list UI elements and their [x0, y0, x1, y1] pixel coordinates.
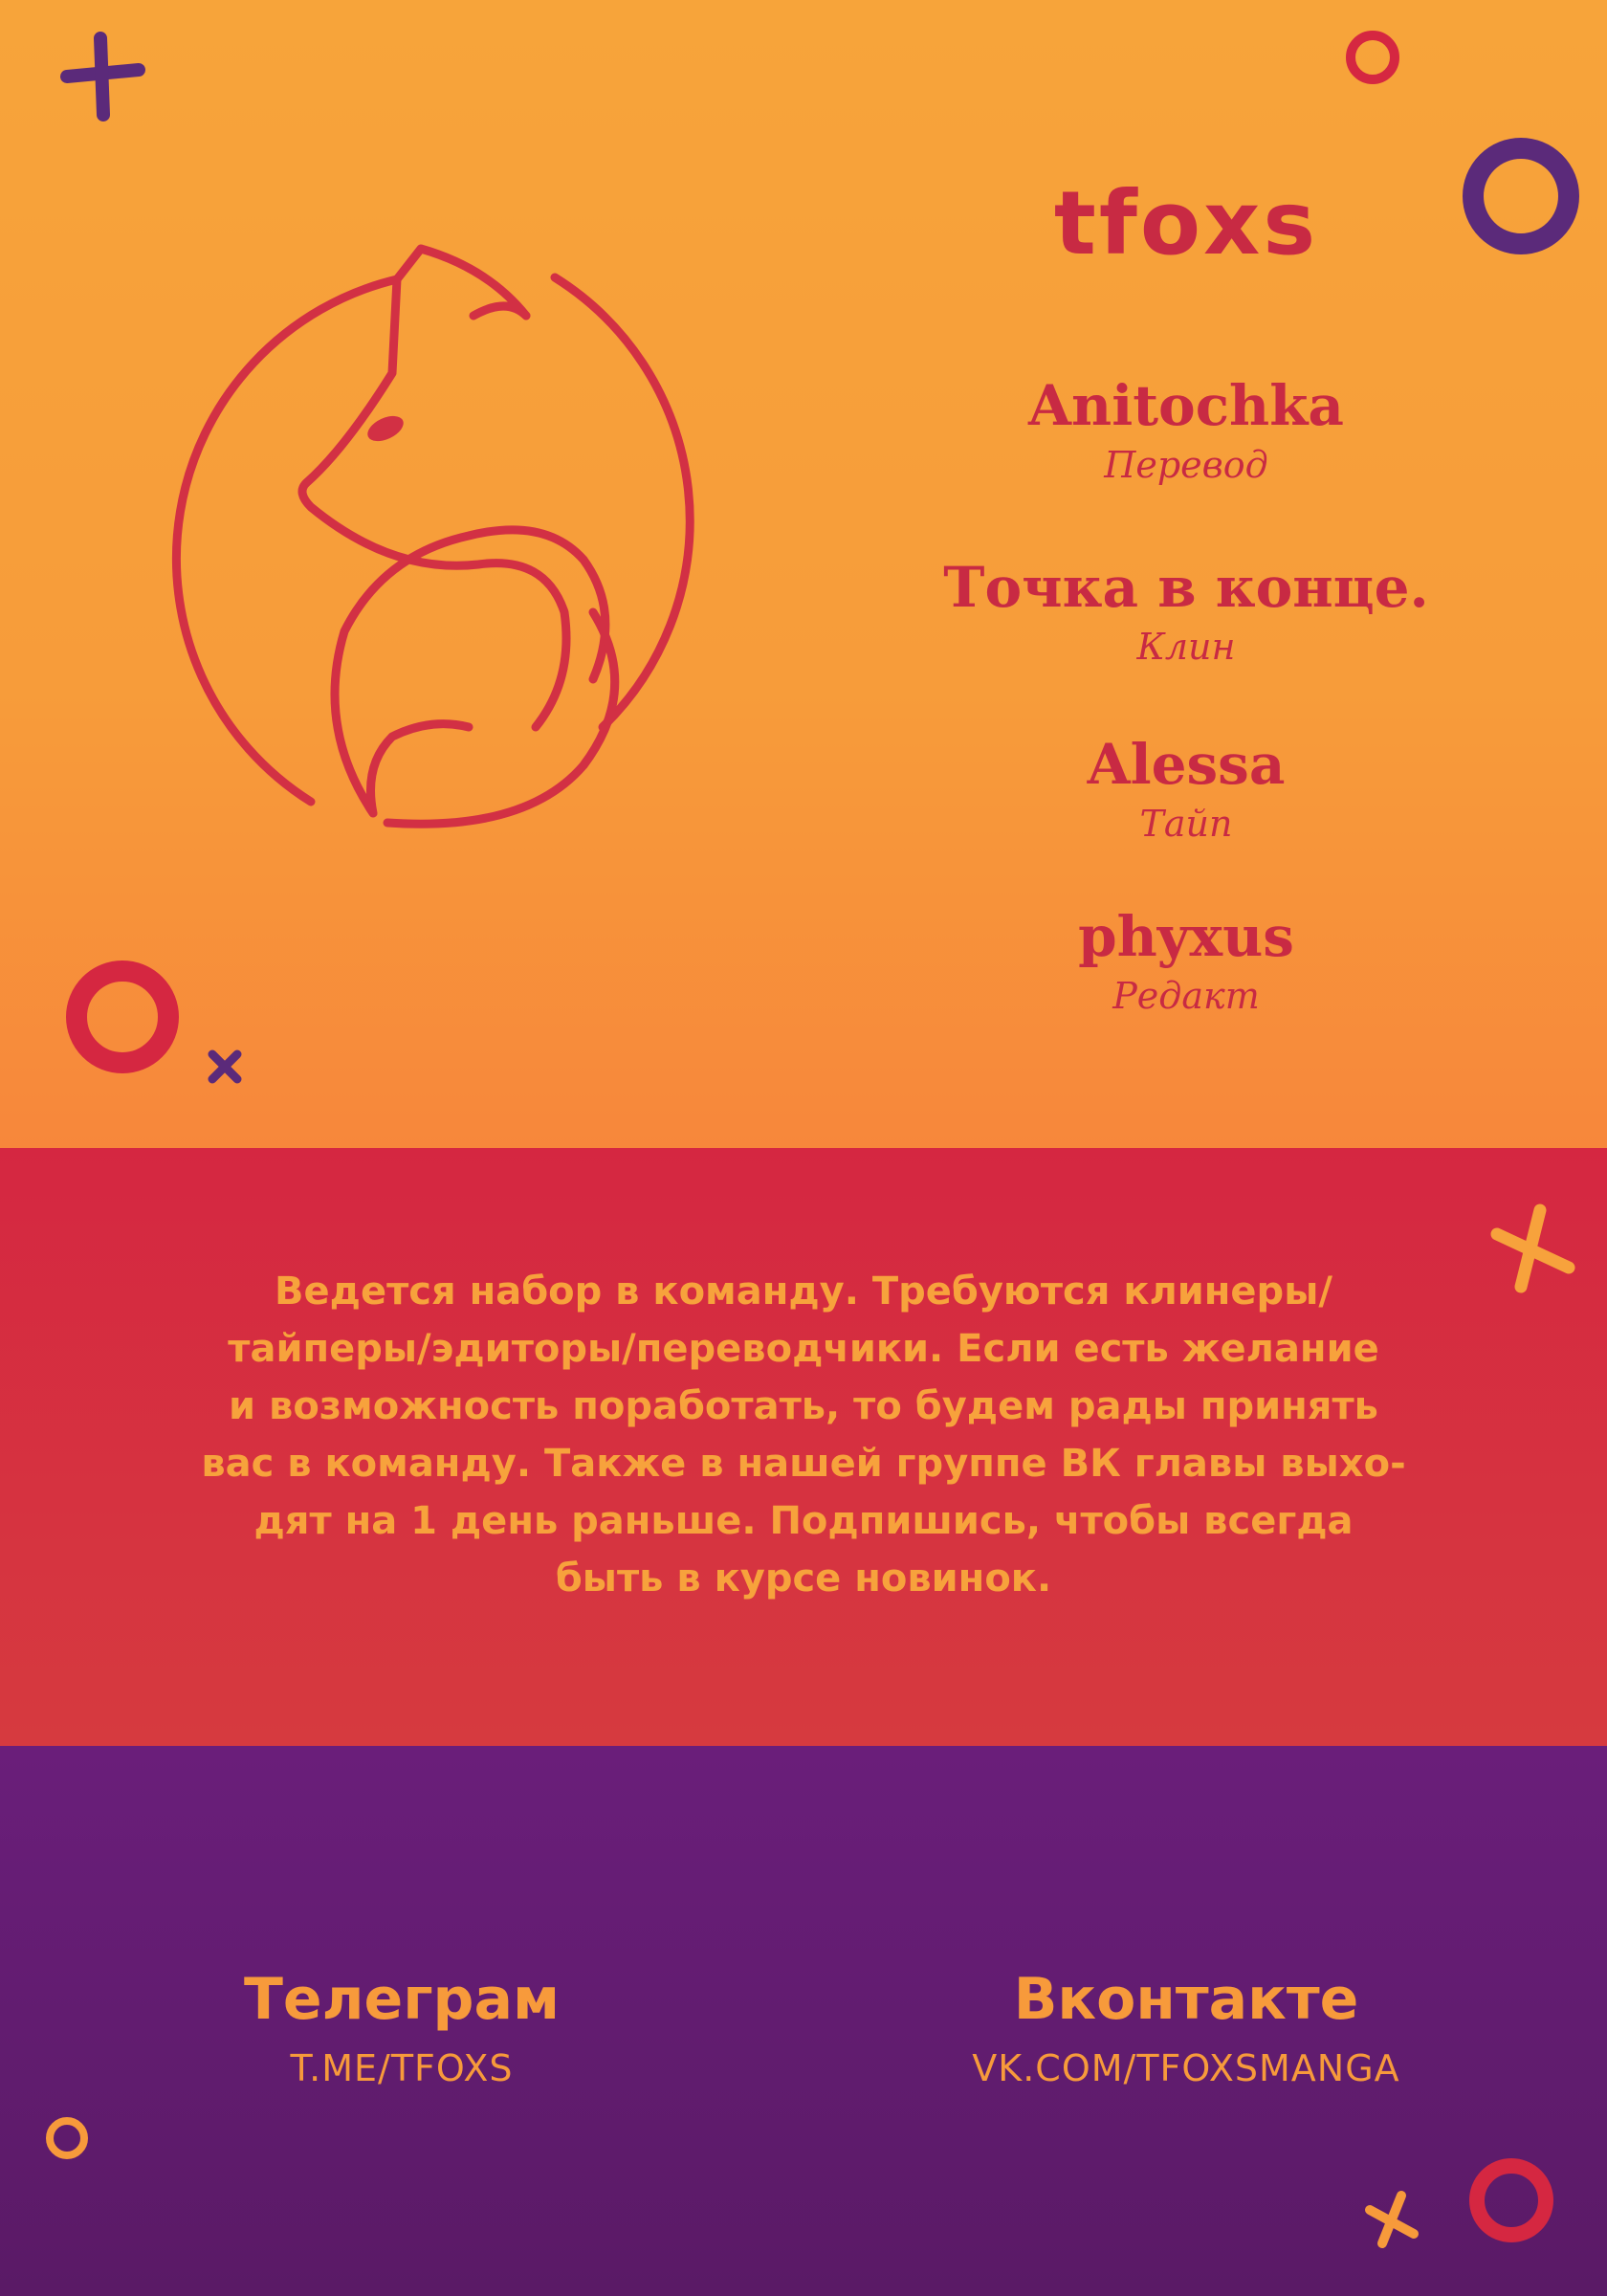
team-member	[899, 555, 1473, 668]
ring-decoration	[38, 2109, 96, 2167]
notice-line: быть в курсе новинок.	[555, 1556, 1052, 1601]
fox-logo-icon	[143, 230, 756, 899]
team-member	[899, 732, 1473, 845]
notice-line: Ведется набор в команду. Требуются клинеры/	[275, 1269, 1332, 1314]
member-role: Перевод	[1104, 444, 1268, 486]
brand-title: tfoxs	[1053, 172, 1319, 275]
ring-decoration	[57, 952, 191, 1086]
telegram-title: Телеграм	[243, 1966, 561, 2033]
cross-decoration	[1478, 1196, 1583, 1301]
team-member	[899, 373, 1473, 486]
ring-decoration	[1454, 129, 1588, 263]
notice-line: и возможность поработать, то будем рады принять	[229, 1384, 1378, 1428]
member-name: Alessa	[1087, 732, 1286, 797]
recruitment-notice	[143, 1263, 1464, 1607]
ring-decoration	[1459, 2148, 1564, 2253]
member-name: phyxus	[1078, 904, 1294, 969]
vk-link[interactable]: VK.COM/TFOXSMANGA	[972, 2047, 1400, 2089]
member-role: Клин	[1136, 626, 1236, 668]
ring-decoration	[1339, 24, 1406, 91]
member-name: Точка в конце.	[943, 555, 1429, 620]
plus-decoration	[48, 24, 153, 129]
vk-title: Вконтакте	[1013, 1966, 1359, 2033]
member-name: Anitochka	[1028, 373, 1344, 438]
cross-decoration	[1358, 2186, 1425, 2253]
telegram-link[interactable]: T.ME/TFOXS	[290, 2047, 514, 2089]
cross-decoration	[201, 1043, 249, 1091]
notice-line: дят на 1 день раньше. Подпишись, чтобы всегда	[253, 1499, 1354, 1543]
member-role: Тайп	[1139, 803, 1233, 845]
notice-line: вас в команду. Также в нашей группе ВК главы выхо-	[201, 1442, 1406, 1486]
notice-line: тайперы/эдиторы/переводчики. Если есть желание	[228, 1327, 1379, 1371]
team-member	[899, 904, 1473, 1017]
member-role: Редакт	[1112, 975, 1260, 1017]
